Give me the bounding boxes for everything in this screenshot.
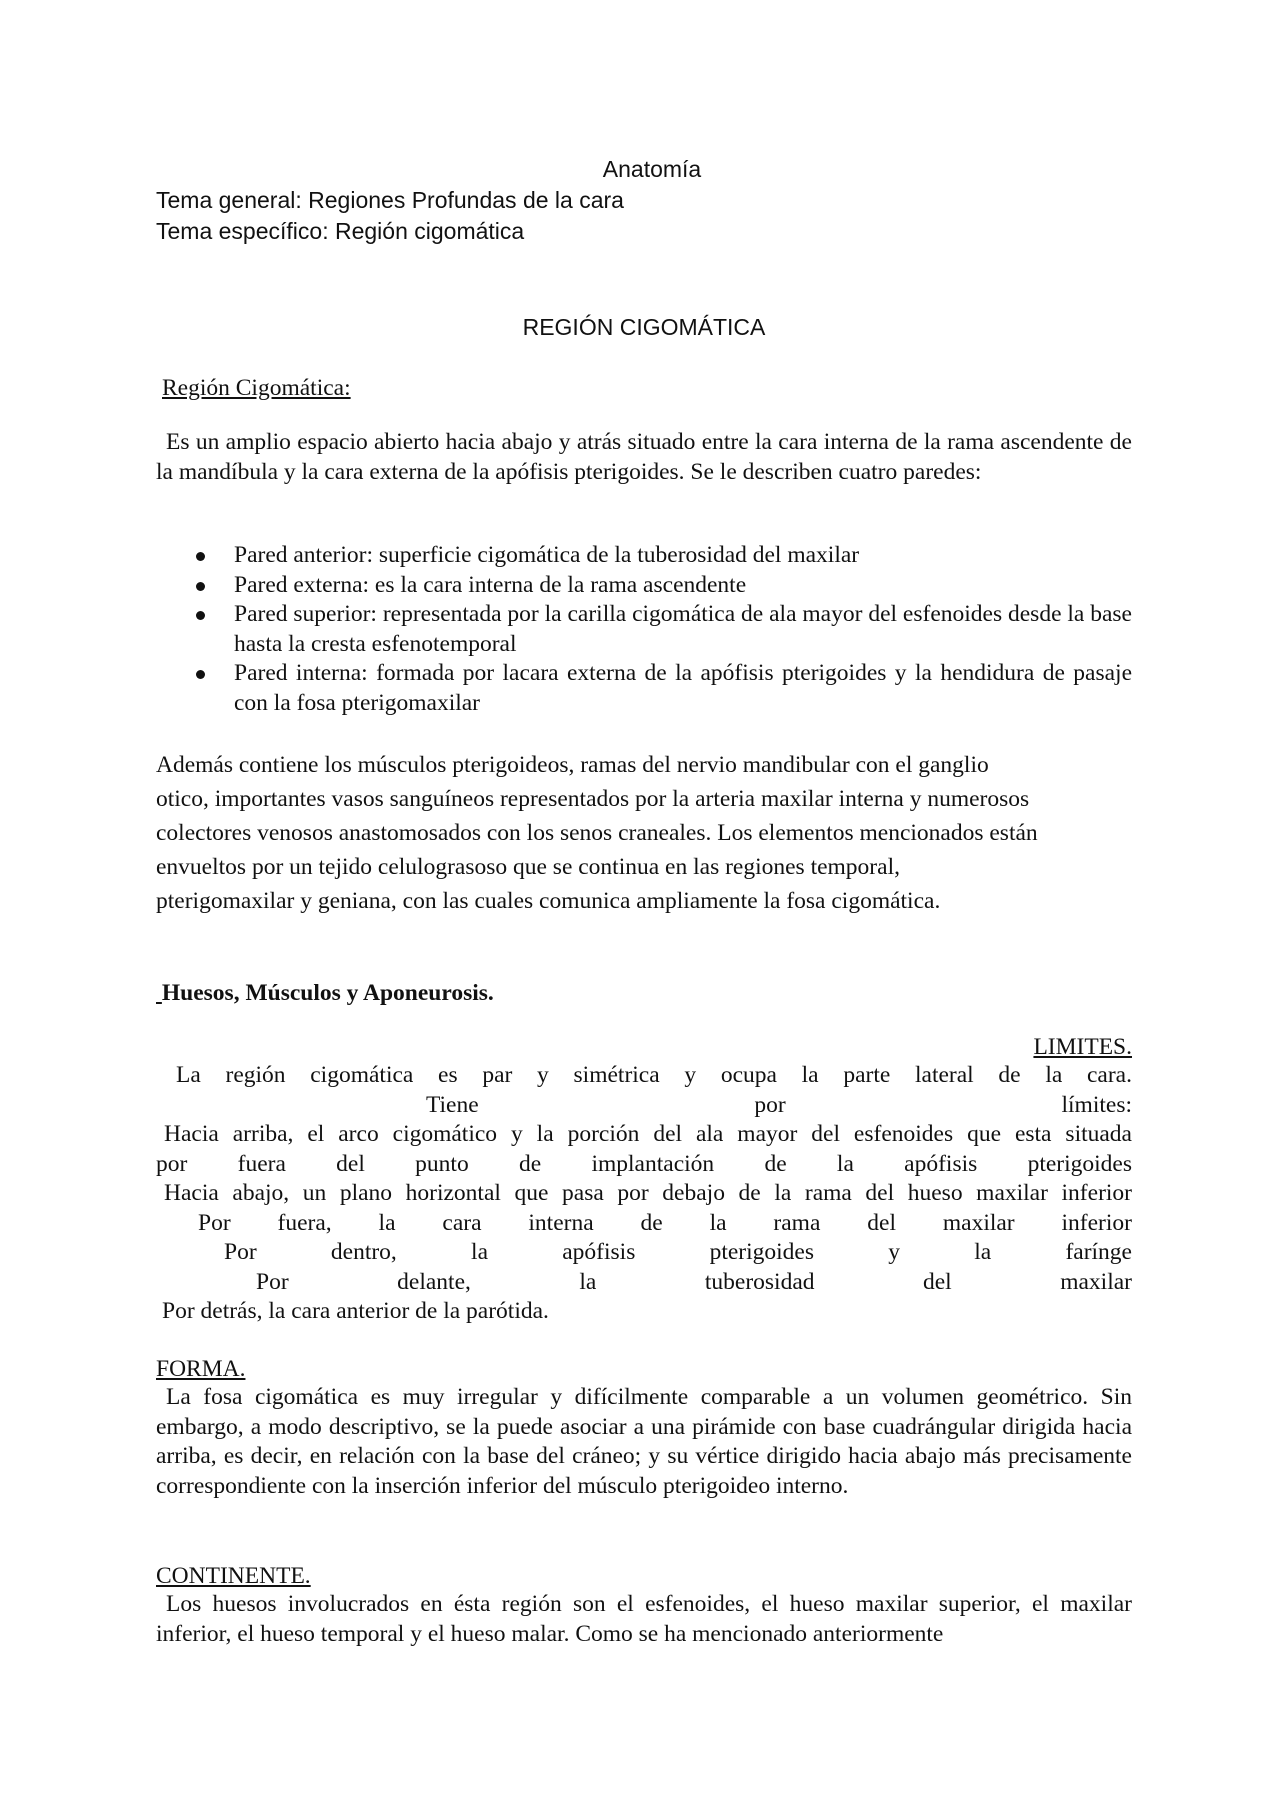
section-heading-bones: Huesos, Músculos y Aponeurosis. <box>161 980 494 1006</box>
text-line: Además contiene los músculos pterigoideos, ramas del nervio mandibular con el ganglio <box>156 752 989 778</box>
text-line: colectores venosos anastomosados con los senos craneales. Los elementos mencionados están <box>156 820 1038 846</box>
limits-block <box>156 1061 1132 1327</box>
text-line: Por detrás, la cara anterior de la parótida. <box>162 1298 549 1324</box>
text-line: La región cigomática es par y simétrica y ocupa la parte lateral de la cara. <box>176 1062 1132 1088</box>
intro-paragraph: Es un amplio espacio abierto hacia abajo y atrás situado entre la cara interna de la rama ascendente de la mandíbula y la cara externa de la apófisis pterigoides. Se le describen cuatro paredes: <box>156 429 1132 485</box>
text-line: por fuera del punto de implantación de la apófisis pterigoides <box>156 1150 1132 1177</box>
text-line: otico, importantes vasos sanguíneos representados por la arteria maxilar interna y numerosos <box>156 786 1030 812</box>
section-heading-container: CONTINENTE. <box>156 1563 311 1589</box>
text-line: pterigomaxilar y geniana, con las cuales comunica ampliamente la fosa cigomática. <box>156 888 941 914</box>
list-item: Pared superior: representada por la carilla cigomática de ala mayor del esfenoides desde la base hasta la cresta esfenotemporal <box>156 600 1132 659</box>
container-paragraph: Los huesos involucrados en ésta región son el esfenoides, el hueso maxilar superior, el maxilar inferior, el hueso temporal y el hueso malar. Como se ha mencionado anteriormente <box>156 1591 1132 1647</box>
text-line: Por delante, la tuberosidad del maxilar <box>256 1268 1132 1295</box>
section-heading-limits: LIMITES. <box>1033 1034 1132 1060</box>
text-line: Por fuera, la cara interna de la rama del maxilar inferior <box>198 1209 1132 1236</box>
section-heading-region: Región Cigomática: <box>162 375 351 401</box>
text-line: Por dentro, la apófisis pterigoides y la farínge <box>224 1239 1132 1265</box>
text-line: envueltos por un tejido celulograsoso que se continua en las regiones temporal, <box>156 854 900 880</box>
form-paragraph: La fosa cigomática es muy irregular y difícilmente comparable a un volumen geométrico. Sin embargo, a modo descriptivo, se la puede asociar a una pirámide con base cuadrángular dirigida hacia arriba, es decir, en relación con la base del cráneo; y su vértice dirigido hacia abajo más precisamente correspondiente con la inserción inferior del músculo pterigoideo interno. <box>156 1384 1132 1499</box>
text-line: Tiene por límites: <box>426 1091 1132 1118</box>
text-line: Hacia arriba, el arco cigomático y la porción del ala mayor del esfenoides que esta situada <box>164 1121 1132 1147</box>
section-heading-form: FORMA. <box>156 1356 246 1382</box>
list-item: Pared interna: formada por lacara externa de la apófisis pterigoides y la hendidura de pasaje con la fosa pterigomaxilar <box>156 659 1132 718</box>
list-item: Pared anterior: superficie cigomática de la tuberosidad del maxilar <box>156 541 1132 571</box>
text-line: Hacia abajo, un plano horizontal que pasa por debajo de la rama del hueso maxilar inferior <box>164 1180 1132 1206</box>
page-title: REGIÓN CIGOMÁTICA <box>522 314 766 340</box>
walls-list <box>156 541 1132 718</box>
specific-topic: Tema específico: Región cigomática <box>156 218 525 244</box>
general-topic: Tema general: Regiones Profundas de la cara <box>156 187 624 213</box>
list-item: Pared externa: es la cara interna de la rama ascendente <box>156 571 1132 601</box>
subject-title: Anatomía <box>602 156 702 182</box>
